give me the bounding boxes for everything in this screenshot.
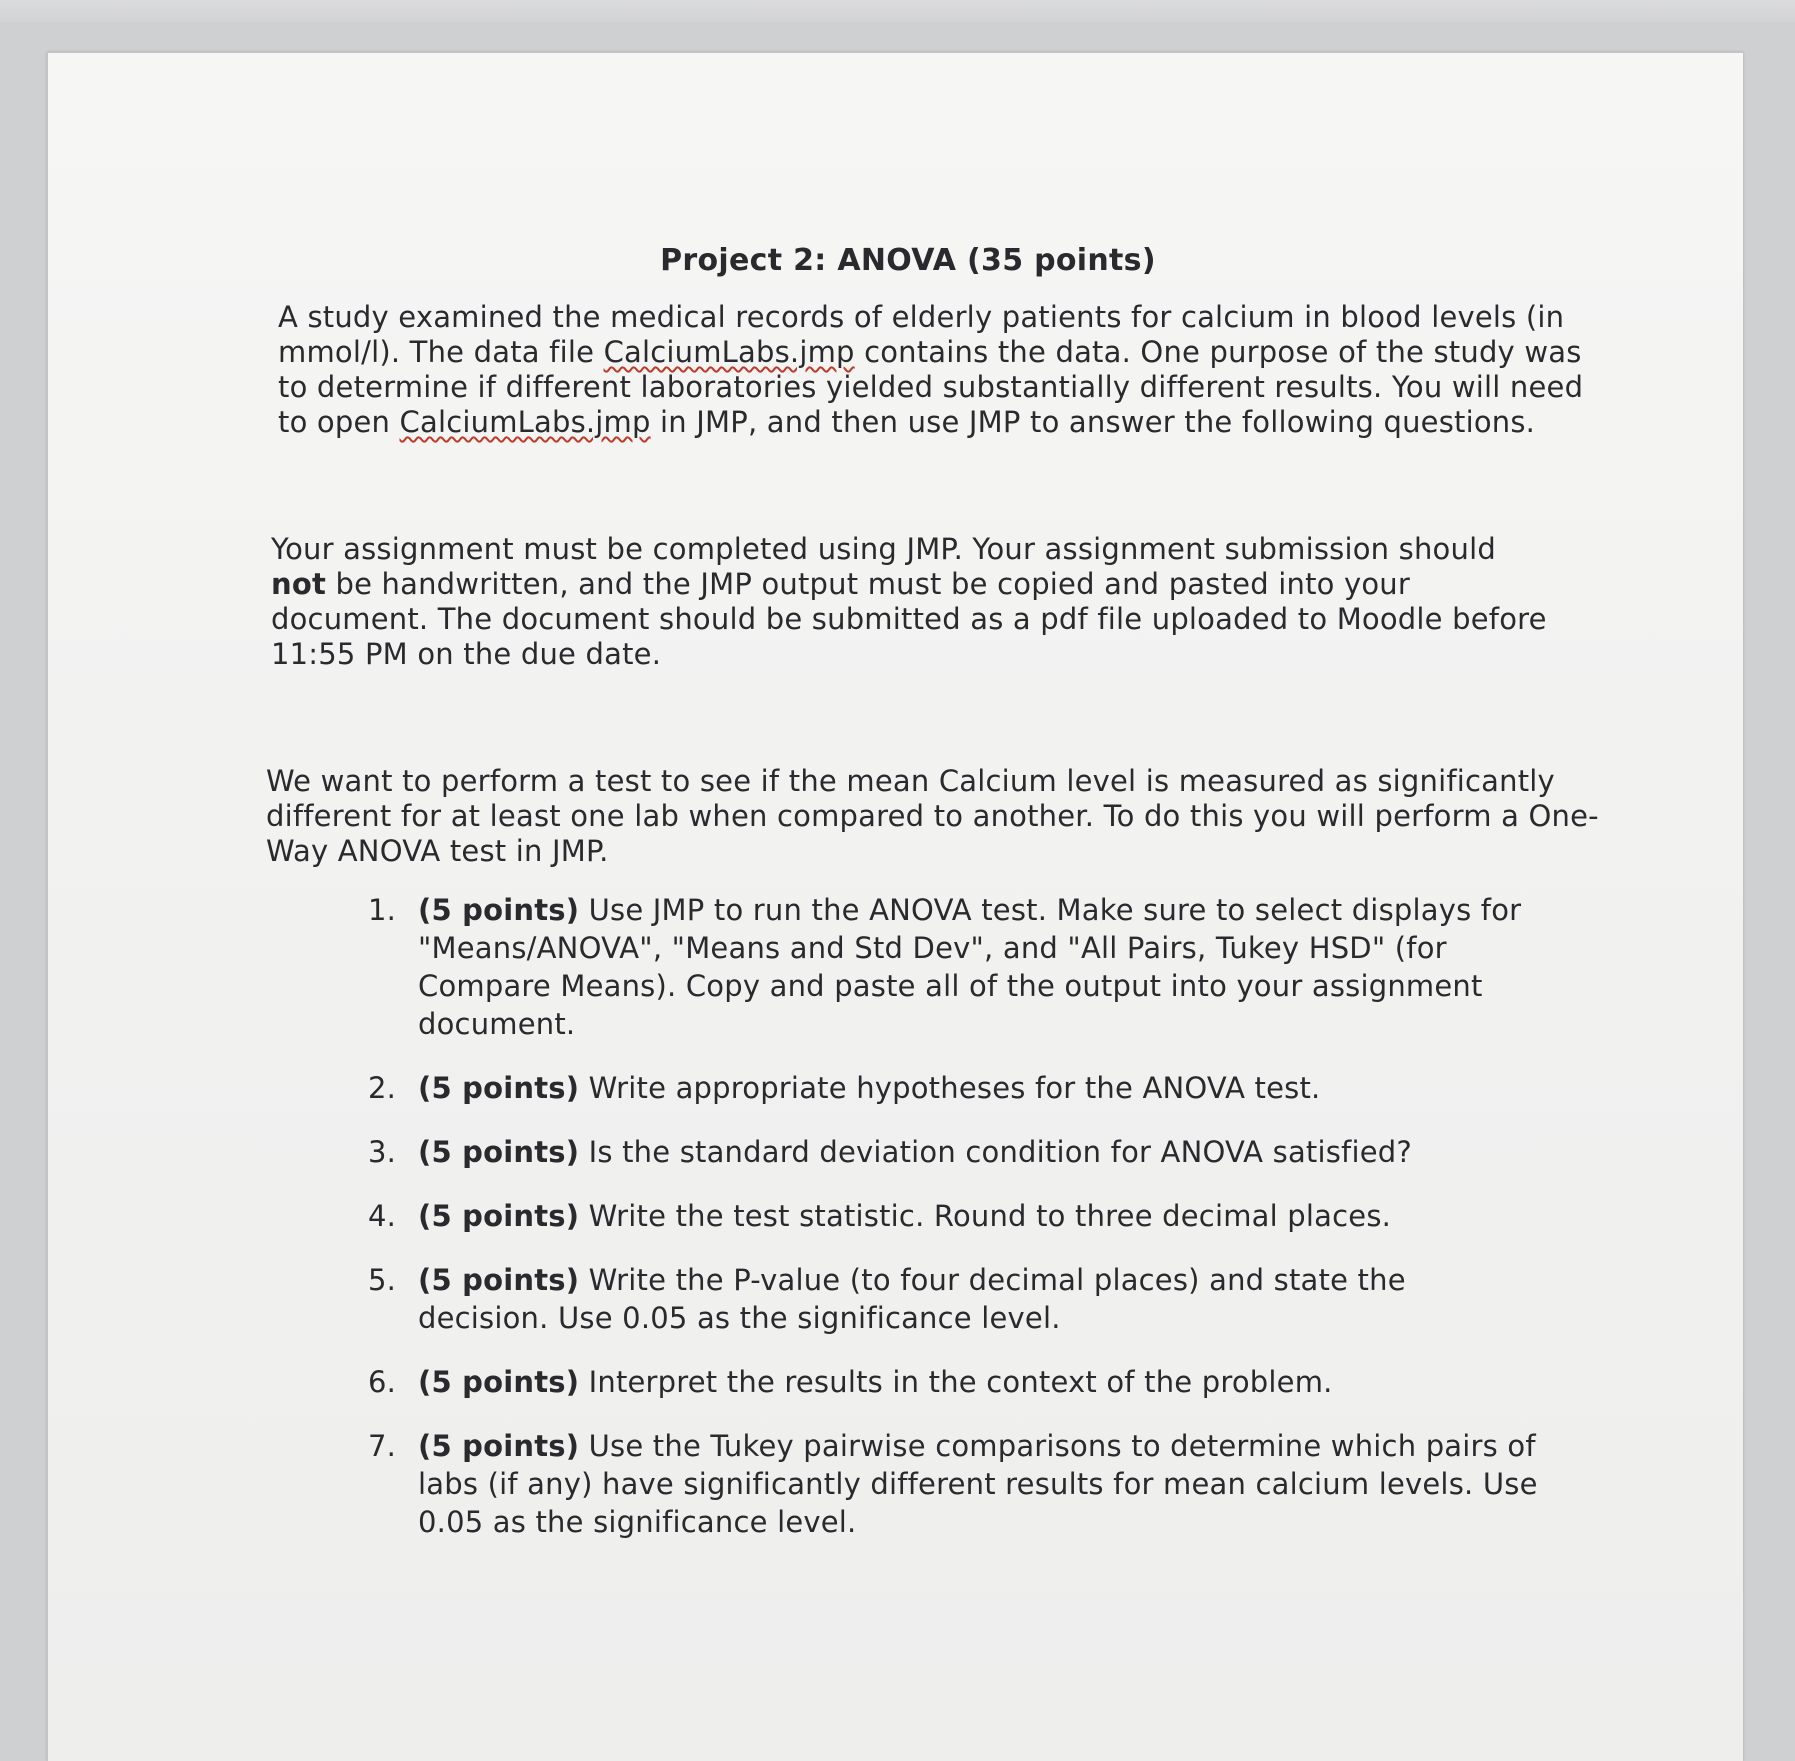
list-item bbox=[368, 1261, 1588, 1337]
intro-text-1: A study examined the medical records of elderly patients for calcium in blood levels (in mmol/l). The data file bbox=[278, 300, 1565, 369]
question-text bbox=[418, 891, 1538, 1043]
question-points: (5 points) bbox=[418, 1429, 580, 1463]
question-number: 2. bbox=[368, 1071, 397, 1105]
page-title: Project 2: ANOVA (35 points) bbox=[660, 243, 1156, 278]
intro-text-2: contains the data. One purpose of the study was to determine if different laboratories yielded substantially different results. You will need to open bbox=[278, 335, 1584, 439]
question-body: Write the P-value (to four decimal places) and state the decision. Use 0.05 as the significance level. bbox=[418, 1263, 1406, 1335]
question-text bbox=[418, 1261, 1538, 1337]
list-item bbox=[368, 1427, 1588, 1541]
question-number: 6. bbox=[368, 1365, 397, 1399]
question-points: (5 points) bbox=[418, 1199, 580, 1233]
data-file-name[interactable]: CalciumLabs.jmp bbox=[603, 335, 855, 369]
question-body: Interpret the results in the context of the problem. bbox=[579, 1365, 1333, 1399]
question-number: 1. bbox=[368, 893, 397, 927]
intro-paragraph bbox=[228, 300, 1598, 440]
emphasis-not: not bbox=[271, 567, 327, 601]
requirements-paragraph bbox=[228, 532, 1551, 672]
question-body: Write the test statistic. Round to three decimal places. bbox=[579, 1199, 1392, 1233]
list-item bbox=[368, 1133, 1588, 1171]
question-body: Use JMP to run the ANOVA test. Make sure to select displays for "Means/ANOVA", "Means and Std Dev", and "All Pairs, Tukey HSD" (for Compare Means). Copy and paste all of the output into your assignment document. bbox=[418, 893, 1522, 1041]
question-points: (5 points) bbox=[418, 1263, 580, 1297]
question-number: 7. bbox=[368, 1429, 397, 1463]
question-list bbox=[228, 891, 1588, 1541]
list-item bbox=[368, 1069, 1588, 1107]
requirements-text-1: Your assignment must be completed using JMP. Your assignment submission should bbox=[271, 532, 1496, 566]
question-number: 4. bbox=[368, 1199, 397, 1233]
data-file-name-2[interactable]: CalciumLabs.jmp bbox=[399, 405, 651, 439]
question-points: (5 points) bbox=[418, 1135, 580, 1169]
list-item bbox=[368, 1363, 1588, 1401]
question-body: Is the standard deviation condition for ANOVA satisfied? bbox=[579, 1135, 1412, 1169]
question-points: (5 points) bbox=[418, 1365, 580, 1399]
question-points: (5 points) bbox=[418, 893, 580, 927]
list-item bbox=[368, 891, 1588, 1043]
question-text bbox=[418, 1069, 1538, 1107]
list-item bbox=[368, 1197, 1588, 1235]
intro-text-3: in JMP, and then use JMP to answer the following questions. bbox=[650, 405, 1536, 439]
question-text bbox=[418, 1363, 1538, 1401]
question-text bbox=[418, 1427, 1538, 1541]
question-text bbox=[418, 1133, 1538, 1171]
question-number: 3. bbox=[368, 1135, 397, 1169]
document-body bbox=[228, 243, 1599, 1567]
question-points: (5 points) bbox=[418, 1071, 580, 1105]
requirements-text-2: be handwritten, and the JMP output must be copied and pasted into your document. The document should be submitted as a pdf file uploaded to Moodle before 11:55 PM on the due date. bbox=[271, 567, 1547, 671]
question-body: Use the Tukey pairwise comparisons to determine which pairs of labs (if any) have significantly different results for mean calcium levels. Use 0.05 as the significance level. bbox=[418, 1429, 1538, 1539]
monitor-top-edge bbox=[0, 0, 1795, 22]
question-number: 5. bbox=[368, 1263, 397, 1297]
question-text bbox=[418, 1197, 1538, 1235]
document-page bbox=[47, 52, 1743, 1761]
task-paragraph: We want to perform a test to see if the mean Calcium level is measured as significantly different for at least one lab when compared to another. To do this you will perform a One-Way ANOVA test in JMP. bbox=[266, 764, 1599, 868]
question-body: Write appropriate hypotheses for the ANOVA test. bbox=[579, 1071, 1321, 1105]
